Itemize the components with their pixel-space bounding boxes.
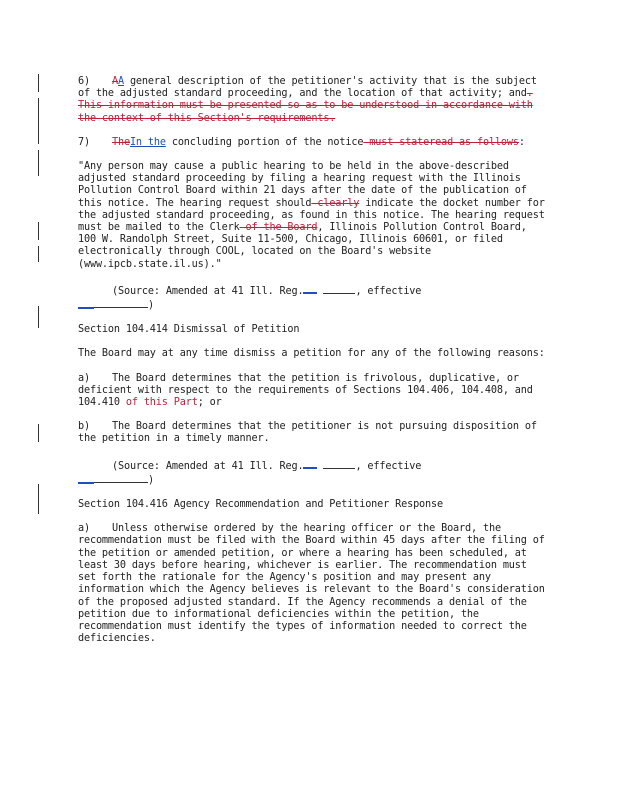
subsection-a: a) Unless otherwise ordered by the hearing officer or the Board, the recommendation must be filed with the Board within 45 days after the filing of the petition or amended petition, or where a hearing has been scheduled, at least 30 days before hearing, whichever is earlier. The recommendation must set forth the rationale for the Agency's position and may present any information which the Agency believes is relevant to the Board's consideration of the proposed adjusted standard. If the Agency recommends a denial of the petition due to informational deficiencies within the petition, the recommendation must identify the types of information needed to correct the deficiencies.	[78, 523, 545, 645]
deleted-text: clearly	[311, 197, 360, 209]
item-7-number: 7)	[78, 136, 90, 148]
revision-bar	[38, 484, 39, 514]
blank-field	[78, 473, 148, 483]
document-body	[78, 76, 548, 657]
source-note: (Source: Amended at 41 Ill. Reg. , effective )	[78, 458, 548, 487]
blank-field	[323, 284, 355, 294]
revision-bar	[38, 246, 39, 262]
blank-field	[303, 458, 317, 469]
section-intro: The Board may at any time dismiss a petition for any of the following reasons:	[78, 348, 545, 360]
deleted-text: of this Part	[119, 397, 198, 409]
revision-bar	[38, 74, 39, 92]
item-7-text: concluding portion of the notice	[165, 136, 364, 148]
source-note: (Source: Amended at 41 Ill. Reg. , effective )	[78, 283, 548, 312]
revision-bar	[38, 424, 39, 442]
revision-bar	[38, 98, 39, 144]
blank-field	[323, 459, 355, 469]
deleted-text: The	[112, 136, 130, 148]
section-heading: Section 104.414 Dismissal of Petition	[78, 324, 300, 336]
item-7: 7) TheIn the concluding portion of the notice must stateread as follows:	[78, 136, 525, 148]
deleted-text: A	[112, 76, 118, 87]
notice-quote: "Any person may cause a public hearing to be held in the above-described adjusted standard proceeding by filing a hearing request with the Illinois Pollution Control Board within 21 days after the date of the publication of this notice. The hearing request should clearly indicate the docket number for the adjusted standard proceeding, as found in this notice. The hearing request must be mailed to the Clerk of the Board, Illinois Pollution Control Board, 100 W. Randolph Street, Suite 11-500, Chicago, Illinois 60601, or filed electronically through COOL, located on the Board's website (www.ipcb.state.il.us)."	[78, 161, 545, 270]
inserted-text: A	[117, 76, 124, 87]
blank-field	[303, 283, 317, 294]
deleted-text: of the Board	[239, 222, 318, 234]
section-heading: Section 104.416 Agency Recommendation and Petitioner Response	[78, 499, 443, 511]
blank-field	[78, 298, 148, 308]
item-6-text: general description of the petitioner's activity that is the subject of the adjusted standard proceeding, and the location of that activity; and	[78, 76, 537, 100]
revision-bar	[38, 222, 39, 240]
revision-bar	[38, 150, 39, 176]
revision-bar	[38, 306, 39, 328]
subsection-b: b) The Board determines that the petitioner is not pursuing disposition of the petition in a timely manner.	[78, 421, 537, 445]
deleted-text: must stateread as follows	[363, 136, 519, 148]
inserted-text: In the	[129, 136, 166, 148]
item-6	[78, 76, 548, 125]
subsection-a: a) The Board determines that the petition is frivolous, duplicative, or deficient with respect to the requirements of Sections 104.406, 104.408, and 104.410 of this Part; or	[78, 372, 533, 409]
deleted-text: . This information must be presented so as to be understood in accordance with the context of this Section's requirements.	[78, 88, 533, 124]
item-6-number: 6)	[78, 76, 90, 87]
